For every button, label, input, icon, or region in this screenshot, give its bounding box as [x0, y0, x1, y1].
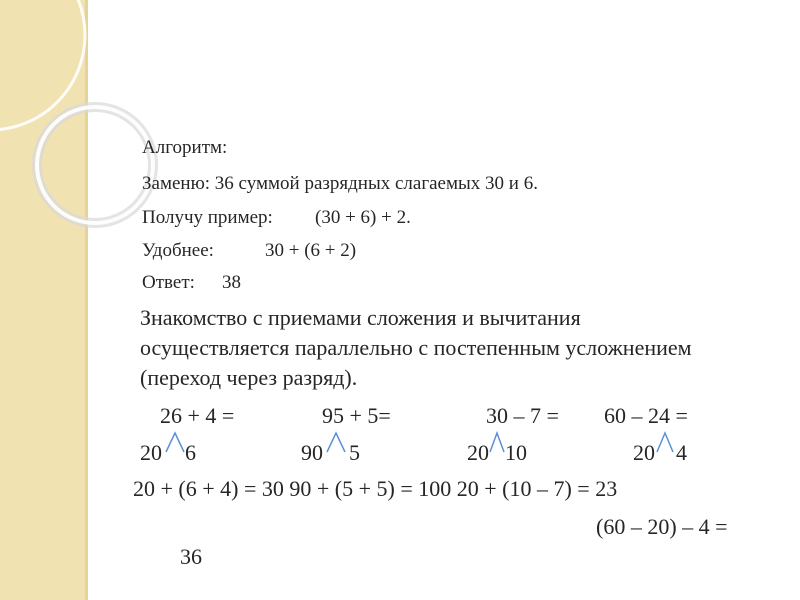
branch-mark-4 [657, 433, 673, 452]
decomp-1-tens: 20 [140, 440, 162, 465]
example-4: 60 – 24 = [604, 403, 688, 428]
paragraph-line: Знакомство с приемами сложения и вычитания [140, 305, 581, 330]
example-1: 26 + 4 = [160, 403, 235, 428]
decomp-2-ones: 5 [349, 440, 360, 465]
decomp-1-ones: 6 [185, 440, 196, 465]
solution-line: 20 + (6 + 4) = 30 90 + (5 + 5) = 100 20 + (10 – 7) = 23 [133, 476, 618, 501]
branch-mark-1 [166, 433, 184, 452]
decomp-4-tens: 20 [633, 440, 655, 465]
step-example-expr: (30 + 6) + 2. [315, 207, 411, 228]
step-example-label: Получу пример: [142, 207, 273, 228]
example-3: 30 – 7 = [486, 403, 559, 428]
step-answer-value: 38 [222, 272, 241, 293]
step-easier-label: Удобнее: [142, 240, 214, 261]
decomp-4-ones: 4 [676, 440, 687, 465]
last-result: 36 [180, 544, 202, 569]
branch-mark-3 [490, 433, 504, 452]
decomp-2-tens: 90 [301, 440, 323, 465]
last-expression: (60 – 20) – 4 = [596, 514, 728, 539]
step-easier-expr: 30 + (6 + 2) [265, 240, 357, 261]
paragraph-line: осуществляется параллельно с постепенным усложнением [140, 335, 692, 360]
decomp-3-ones: 10 [505, 440, 527, 465]
step-answer-label: Ответ: [142, 272, 195, 293]
algorithm-heading: Алгоритм: [142, 137, 228, 158]
branch-mark-2 [327, 433, 345, 452]
example-2: 95 + 5= [322, 403, 391, 428]
step-replace: Заменю: 36 суммой разрядных слагаемых 30 и 6. [142, 173, 538, 194]
decomp-3-tens: 20 [467, 440, 489, 465]
paragraph-line: (переход через разряд). [140, 365, 358, 390]
